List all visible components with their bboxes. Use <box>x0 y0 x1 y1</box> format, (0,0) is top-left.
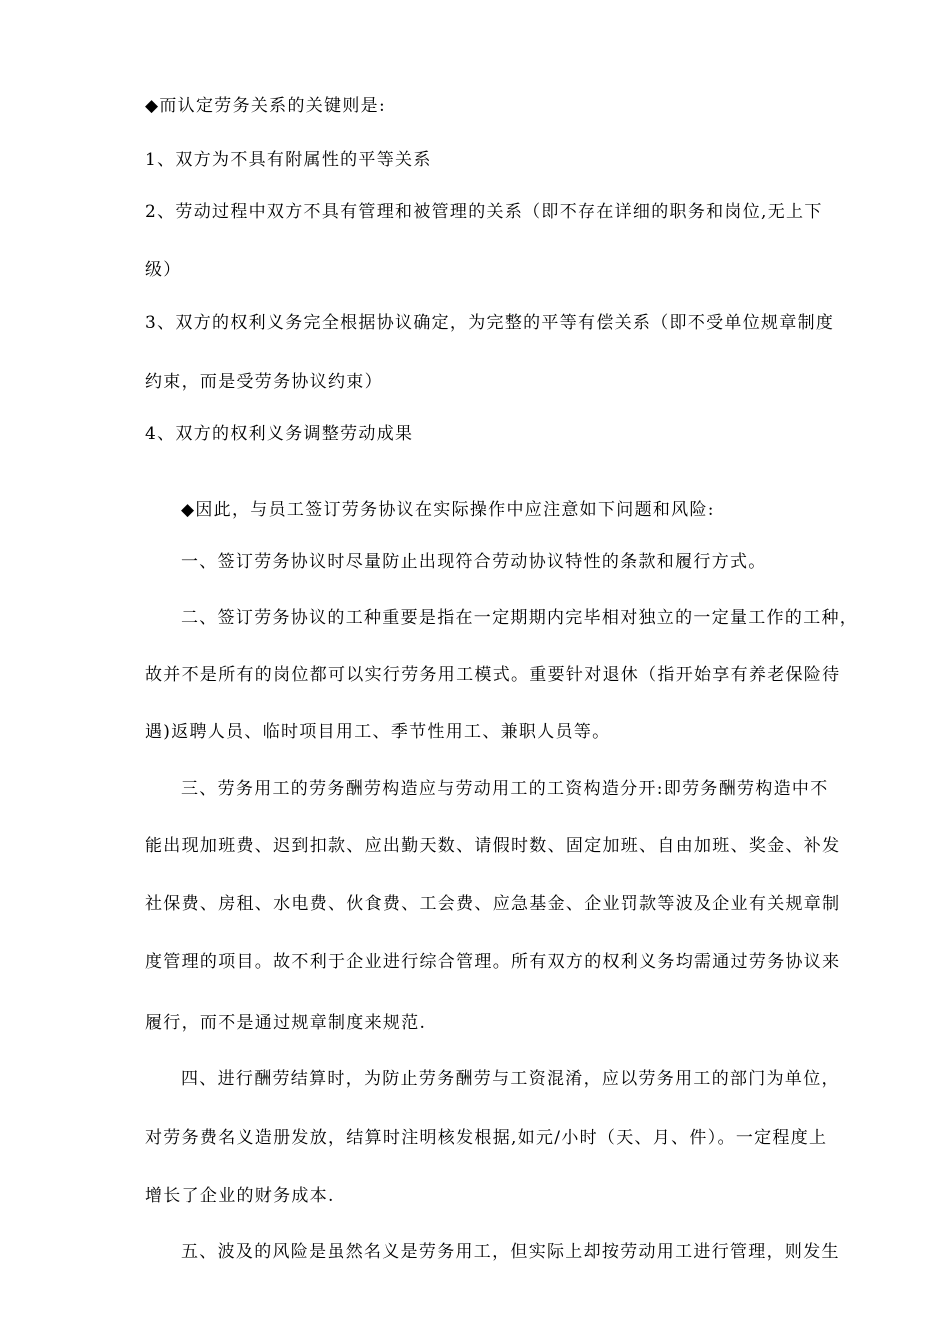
criteria-item-2: 2、劳动过程中双方不具有管理和被管理的关系（即不存在详细的职务和岗位,无上下 <box>145 202 823 222</box>
risk-item-2-cont-2: 遇)返聘人员、临时项目用工、季节性用工、兼职人员等。 <box>145 722 611 742</box>
criteria-item-2-cont: 级） <box>145 260 182 280</box>
criteria-item-3-cont: 约束，而是受劳务协议约束） <box>145 372 383 392</box>
risk-item-3-cont-4: 履行，而不是通过规章制度来规范. <box>145 1013 427 1033</box>
risk-item-4: 四、进行酬劳结算时，为防止劳务酬劳与工资混淆，应以劳务用工的部门为单位， <box>181 1069 840 1089</box>
criteria-item-4: 4、双方的权利义务调整劳动成果 <box>145 424 414 444</box>
risk-item-4-cont-2: 增长了企业的财务成本. <box>145 1186 335 1206</box>
risk-item-1: 一、签订劳务协议时尽量防止出现符合劳动协议特性的条款和履行方式。 <box>181 552 767 572</box>
risk-item-3-cont-2: 社保费、房租、水电费、伙食费、工会费、应急基金、企业罚款等波及企业有关规章制 <box>145 894 841 914</box>
risk-item-2: 二、签订劳务协议的工种重要是指在一定期期内完毕相对独立的一定量工作的工种， <box>181 608 859 628</box>
criteria-item-1: 1、双方为不具有附属性的平等关系 <box>145 150 432 170</box>
risk-item-4-cont-1: 对劳务费名义造册发放，结算时注明核发根据,如元/小时（天、月、件）。一定程度上 <box>145 1128 828 1148</box>
criteria-item-3: 3、双方的权利义务完全根据协议确定，为完整的平等有偿关系（即不受单位规章制度 <box>145 313 835 333</box>
section-heading-risks: ◆因此，与员工签订劳务协议在实际操作中应注意如下问题和风险: <box>181 500 715 520</box>
section-heading-key-criteria: ◆而认定劳务关系的关键则是: <box>145 96 387 116</box>
risk-item-2-cont-1: 故并不是所有的岗位都可以实行劳务用工模式。重要针对退休（指开始享有养老保险待 <box>145 665 841 685</box>
risk-item-3-cont-1: 能出现加班费、迟到扣款、应出勤天数、请假时数、固定加班、自由加班、奖金、补发 <box>145 836 841 856</box>
risk-item-5: 五、波及的风险是虽然名义是劳务用工，但实际上却按劳动用工进行管理，则发生 <box>181 1242 840 1262</box>
risk-item-3-cont-3: 度管理的项目。故不利于企业进行综合管理。所有双方的权利义务均需通过劳务协议来 <box>145 952 841 972</box>
risk-item-3: 三、劳务用工的劳务酬劳构造应与劳动用工的工资构造分开:即劳务酬劳构造中不 <box>181 779 829 799</box>
